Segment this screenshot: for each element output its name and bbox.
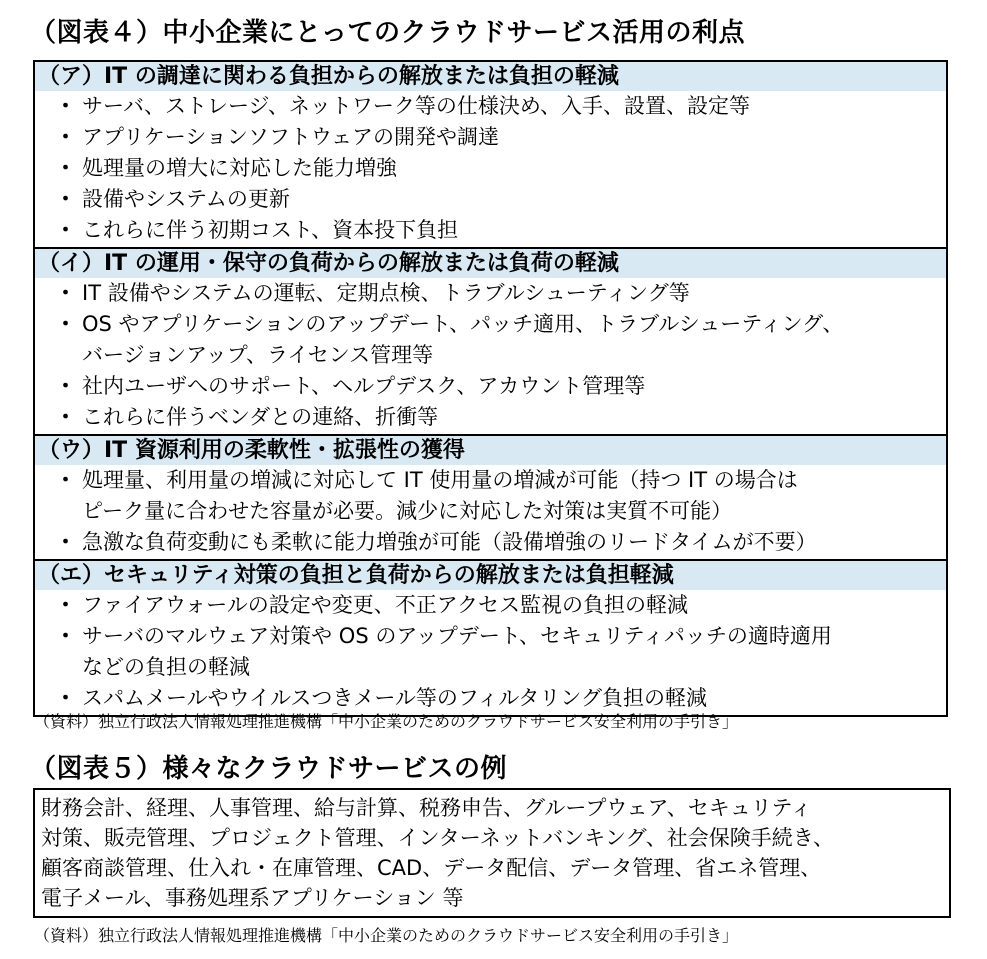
figure5-line: 対策、販売管理、プロジェクト管理、インターネットバンキング、社会保険手続き、 <box>41 826 834 850</box>
figure4-source-note: （資料）独立行政法人情報処理推進機構「中小企業のためのクラウドサービス安全利用の手引き」 <box>34 712 739 731</box>
bullet-point: ・ <box>55 593 76 617</box>
figure4-title: （図表４）中小企業にとってのクラウドサービス活用の利点 <box>30 18 745 48</box>
list-item-text: これらに伴う初期コスト、資本投下負担 <box>82 218 459 242</box>
list-item-text: ファイアウォールの設定や変更、不正アクセス監視の負担の軽減 <box>82 593 689 617</box>
bullet-point: ・ <box>55 281 76 305</box>
bullet-point: ・ <box>55 405 76 429</box>
list-item <box>35 465 946 527</box>
list-item <box>35 402 946 433</box>
section-i-header: （イ）IT の運用・保守の負荷からの解放または負荷の軽減 <box>35 249 946 278</box>
figure5-box <box>33 788 951 918</box>
figure5-line: 電子メール、事務処理系アプリケーション 等 <box>41 886 464 910</box>
list-item <box>35 590 946 621</box>
list-item-text: サーバのマルウェア対策や OS のアップデート、セキュリティパッチの適時適用 <box>82 624 832 648</box>
bullet-point: ・ <box>55 94 76 118</box>
list-item <box>35 184 946 215</box>
bullet-point: ・ <box>55 312 76 336</box>
bullet-point: ・ <box>55 468 76 492</box>
figure4-table <box>33 60 948 717</box>
list-item <box>35 215 946 246</box>
list-item-text: これらに伴うベンダとの連絡、折衝等 <box>82 405 439 429</box>
bullet-point: ・ <box>55 374 76 398</box>
list-item-text: アプリケーションソフトウェアの開発や調達 <box>82 125 500 149</box>
list-item-text: スパムメールやウイルスつきメール等のフィルタリング負担の軽減 <box>82 686 707 710</box>
list-item <box>35 91 946 122</box>
bullet-point: ・ <box>55 686 76 710</box>
figure5-line: 財務会計、経理、人事管理、給与計算、税務申告、グループウェア、セキュリティ <box>41 796 812 820</box>
list-item <box>35 309 946 371</box>
list-item-text-continued: ピーク量に合わせた容量が必要。減少に対応した対策は実質不可能） <box>82 499 733 523</box>
bullet-point: ・ <box>55 156 76 180</box>
section-e-header: （エ）セキュリティ対策の負担と負荷からの解放または負担軽減 <box>35 561 946 590</box>
list-item-text: OS やアプリケーションのアップデート、パッチ適用、トラブルシューティング、 <box>82 312 844 336</box>
list-item <box>35 683 946 714</box>
list-item-text: 処理量、利用量の増減に対応して IT 使用量の増減が可能（持つ IT の場合は <box>82 468 798 492</box>
section-e <box>35 561 946 715</box>
list-item-text-continued: バージョンアップ、ライセンス管理等 <box>82 343 434 367</box>
bullet-point: ・ <box>55 125 76 149</box>
bullet-point: ・ <box>55 218 76 242</box>
section-u <box>35 436 946 561</box>
section-a-header: （ア）IT の調達に関わる負担からの解放または負担の軽減 <box>35 62 946 91</box>
figure5-line: 顧客商談管理、仕入れ・在庫管理、CAD、データ配信、データ管理、省エネ管理、 <box>41 856 822 880</box>
list-item <box>35 371 946 402</box>
list-item-text: 急激な負荷変動にも柔軟に能力増強が可能（設備増強のリードタイムが不要） <box>82 530 817 554</box>
figure5-title: （図表５）様々なクラウドサービスの例 <box>30 754 508 784</box>
list-item-text-continued: などの負担の軽減 <box>82 655 250 679</box>
list-item-text: IT 設備やシステムの運転、定期点検、トラブルシューティング等 <box>82 281 690 305</box>
bullet-point: ・ <box>55 530 76 554</box>
list-item <box>35 153 946 184</box>
list-item <box>35 122 946 153</box>
bullet-point: ・ <box>55 624 76 648</box>
section-u-header: （ウ）IT 資源利用の柔軟性・拡張性の獲得 <box>35 436 946 465</box>
list-item <box>35 527 946 558</box>
list-item-text: サーバ、ストレージ、ネットワーク等の仕様決め、入手、設置、設定等 <box>82 94 751 118</box>
list-item-text: 社内ユーザへのサポート、ヘルプデスク、アカウント管理等 <box>82 374 646 398</box>
bullet-point: ・ <box>55 187 76 211</box>
figure5-source-note: （資料）独立行政法人情報処理推進機構「中小企業のためのクラウドサービス安全利用の手引き」 <box>34 926 739 945</box>
list-item-text: 設備やシステムの更新 <box>82 187 290 211</box>
list-item <box>35 621 946 683</box>
list-item-text: 処理量の増大に対応した能力増強 <box>82 156 397 180</box>
section-i <box>35 249 946 436</box>
list-item <box>35 278 946 309</box>
section-a <box>35 62 946 249</box>
